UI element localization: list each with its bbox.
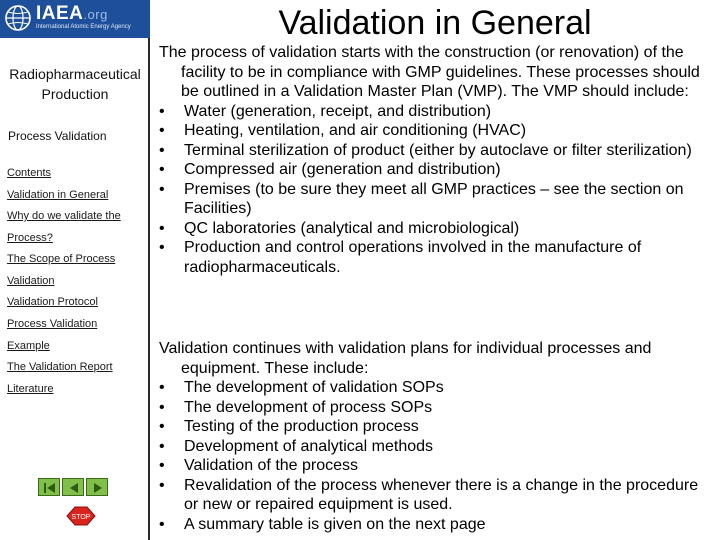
list-item <box>159 180 715 219</box>
bullet: • <box>159 418 165 435</box>
logo-subtitle: International Atomic Energy Agency <box>36 24 131 30</box>
bullet: • <box>159 122 165 139</box>
bullet: • <box>159 437 165 455</box>
list-item <box>159 219 715 239</box>
process-intro: Validation continues with validation plans for individual processes and equipment. These include: <box>159 340 652 377</box>
list-item <box>159 398 715 418</box>
list-item <box>159 141 715 161</box>
vmp-intro: The process of validation starts with the construction (or renovation) of the facility to be in compliance with GMP guidelines. These processes should be outlined in a Validation Master Plan (VMP). The VMP should include: <box>159 44 700 100</box>
nav-link-why-validate[interactable]: Why do we validate the <box>7 210 121 222</box>
logo-name: IAEA <box>36 3 84 24</box>
bullet: • <box>159 398 165 416</box>
nav-link-validation-report[interactable]: The Validation Report <box>7 361 113 373</box>
bullet: • <box>159 515 165 533</box>
bullet: • <box>159 379 165 396</box>
list-item <box>159 417 715 437</box>
process-validation-section <box>159 339 715 534</box>
section-subtitle: Process Validation <box>8 129 107 143</box>
bullet: • <box>159 180 165 198</box>
list-item <box>159 102 715 122</box>
vmp-section <box>159 43 715 277</box>
iaea-globe-icon <box>4 4 32 32</box>
slide-navigation <box>38 478 110 496</box>
list-item-text: Terminal sterilization of product (either by autoclave or filter sterilization) <box>184 141 692 159</box>
list-item <box>159 160 715 180</box>
logo-domain: .org <box>83 7 108 22</box>
iaea-logo[interactable] <box>0 0 150 38</box>
bullet: • <box>159 161 165 178</box>
previous-slide-button[interactable] <box>62 478 84 496</box>
next-slide-button[interactable] <box>86 478 108 496</box>
nav-link-example[interactable]: Example <box>7 340 50 352</box>
list-item-text: Compressed air (generation and distribution) <box>184 161 501 178</box>
nav-link-scope[interactable]: The Scope of Process <box>7 253 116 265</box>
list-item-text: Development of analytical methods <box>184 437 434 455</box>
list-item-text: The development of process SOPs <box>184 398 433 416</box>
bullet: • <box>159 239 165 256</box>
list-item-text: Testing of the production process <box>184 418 419 435</box>
nav-link-contents[interactable]: Contents <box>7 167 52 179</box>
list-item <box>159 476 715 515</box>
nav-link-literature[interactable]: Literature <box>7 383 54 395</box>
sidebar <box>0 0 150 540</box>
list-item <box>159 515 715 535</box>
process-bullet-list <box>159 378 715 534</box>
list-item <box>159 238 715 277</box>
nav-link-scope-cont[interactable]: Validation <box>7 275 55 287</box>
section-title: Radiopharmaceutical Production <box>9 66 141 102</box>
bullet: • <box>159 476 165 494</box>
list-item-text: Water (generation, receipt, and distribution) <box>184 102 492 120</box>
bullet: • <box>159 219 165 237</box>
bullet: • <box>159 102 165 120</box>
previous-page-icon <box>63 479 85 497</box>
stop-button[interactable] <box>66 506 96 526</box>
nav-link-process-validation[interactable]: Process Validation <box>7 318 98 330</box>
list-item-text: Premises (to be sure they meet all GMP practices – see the section on Facilities) <box>184 180 684 217</box>
slide-title: Validation in General <box>278 4 592 42</box>
stop-label: STOP <box>71 514 91 521</box>
list-item <box>159 121 715 141</box>
list-item <box>159 378 715 398</box>
bullet: • <box>159 457 165 474</box>
next-page-icon <box>87 479 109 497</box>
list-item-text: Revalidation of the process whenever there is a change in the procedure or new or repaired equipment is used. <box>184 476 699 513</box>
list-item <box>159 456 715 476</box>
logo-text <box>36 3 108 25</box>
list-item-text: A summary table is given on the next page <box>184 515 486 533</box>
list-item-text: Production and control operations involved in the manufacture of radiopharmaceuticals. <box>184 239 642 276</box>
first-page-icon <box>39 479 61 497</box>
nav-link-validation-in-general[interactable]: Validation in General <box>7 189 109 201</box>
list-item-text: Validation of the process <box>184 457 359 474</box>
vmp-bullet-list <box>159 102 715 278</box>
list-item <box>159 437 715 457</box>
nav-link-validation-protocol[interactable]: Validation Protocol <box>7 296 98 308</box>
nav-link-why-validate-cont[interactable]: Process? <box>7 232 53 244</box>
first-slide-button[interactable] <box>38 478 60 496</box>
bullet: • <box>159 141 165 159</box>
stop-icon <box>66 506 96 526</box>
list-item-text: QC laboratories (analytical and microbiological) <box>184 219 520 237</box>
list-item-text: Heating, ventilation, and air conditioning (HVAC) <box>184 122 527 139</box>
list-item-text: The development of validation SOPs <box>184 379 444 396</box>
